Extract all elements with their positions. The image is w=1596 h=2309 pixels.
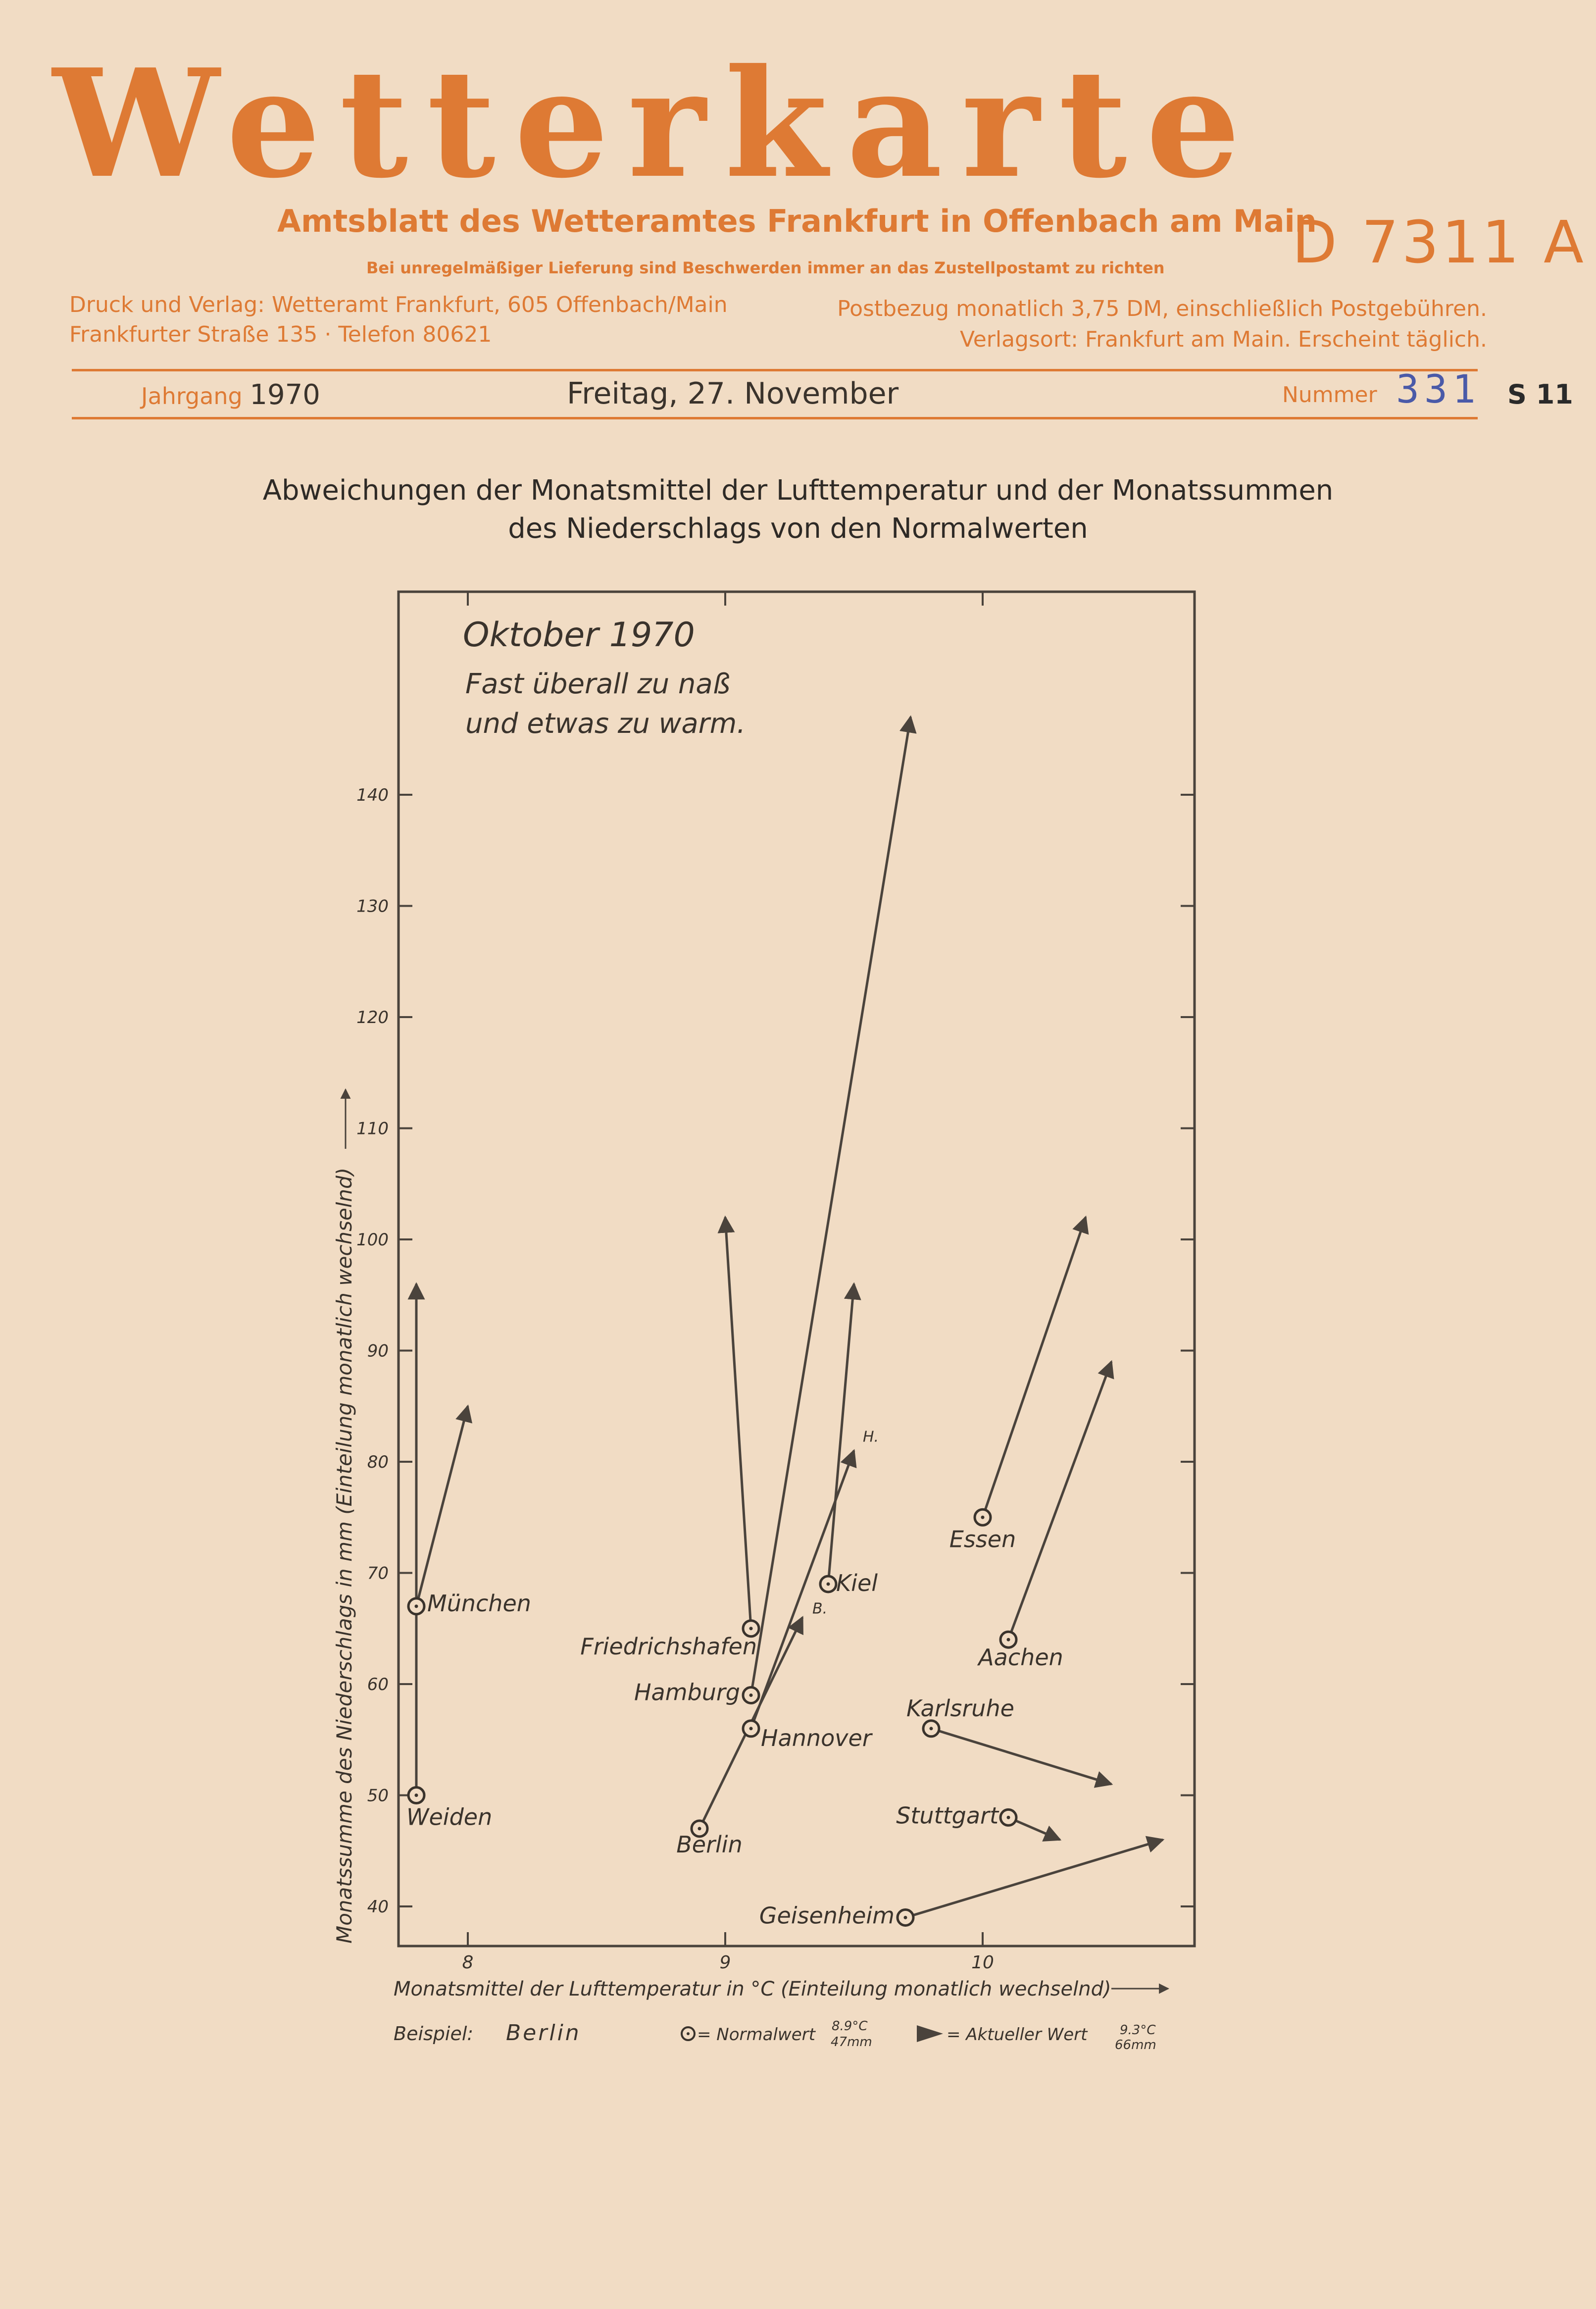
delivery-notice: Bei unregelmäßiger Lieferung sind Beschwerden immer an das Zustellpostamt zu richten: [366, 258, 1165, 277]
y-tick-label-120: 120: [356, 1008, 389, 1027]
arrow-münchen: [418, 1406, 468, 1599]
station-label-karlsruhe: Karlsruhe: [906, 1694, 1014, 1722]
legend-normal-temp: 8.9°C: [832, 2019, 868, 2034]
station-labels: [406, 1429, 1063, 1929]
legend-actual-precip: 66mm: [1115, 2038, 1156, 2052]
y-tick-label-40: 40: [367, 1897, 389, 1917]
volume-value: 1970: [249, 379, 320, 411]
berlin-actual-marker: B.: [812, 1600, 828, 1618]
axis-ticks: [356, 592, 1195, 1973]
station-label-essen: Essen: [949, 1526, 1016, 1553]
arrow-stuttgart: [1016, 1821, 1060, 1840]
legend-normal-precip: 47mm: [831, 2035, 872, 2050]
x-tick-label-8: 8: [462, 1952, 474, 1973]
annotation-line-2: und etwas zu warm.: [465, 708, 746, 740]
hannover-actual-marker: H.: [863, 1428, 879, 1446]
y-tick-label-130: 130: [356, 896, 389, 917]
x-tick-label-10: 10: [971, 1952, 994, 1973]
y-tick-label-140: 140: [356, 785, 389, 805]
legend: [394, 2019, 1156, 2052]
y-tick-label-60: 60: [367, 1675, 389, 1694]
y-tick-label-100: 100: [356, 1230, 389, 1250]
legend-example-station: Berlin: [506, 2020, 581, 2046]
station-label-stuttgart: Stuttgart: [896, 1802, 998, 1829]
x-axis-label: Monatsmittel der Lufttemperatur in °C (Einteilung monatlich wechselnd): [394, 1978, 1111, 2001]
station-label-geisenheim: Geisenheim: [759, 1902, 895, 1929]
station-label-hannover: Hannover: [761, 1724, 872, 1751]
station-label-aachen: Aachen: [978, 1644, 1063, 1671]
y-tick-label-50: 50: [367, 1786, 389, 1806]
annotation-title: Oktober 1970: [463, 616, 695, 655]
station-label-friedrichshafen: Friedrichshafen: [580, 1633, 757, 1660]
station-label-hamburg: Hamburg: [634, 1679, 740, 1706]
issue-number-value: 331: [1396, 367, 1481, 412]
y-tick-label-90: 90: [367, 1341, 389, 1361]
publisher-line-2: Frankfurter Straße 135 · Telefon 80621: [69, 322, 492, 347]
arrow-geisenheim: [913, 1840, 1163, 1915]
arrow-friedrichshafen: [725, 1217, 750, 1621]
station-label-berlin: Berlin: [676, 1831, 743, 1858]
arrow-essen: [985, 1217, 1086, 1510]
legend-actual-symbol: [917, 2025, 943, 2042]
newspaper-title: Wetterkarte: [52, 36, 1259, 211]
legend-normal-label: = Normalwert: [697, 2025, 815, 2045]
chart-heading-line-1: Abweichungen der Monatsmittel der Lufttemperatur und der Monatssummen: [262, 474, 1334, 507]
issue-number-label: Nummer: [1282, 382, 1377, 408]
issue-code: D 7311 A: [1292, 208, 1587, 276]
subscription-line-1: Postbezug monatlich 3,75 DM, einschließlich Postgebühren.: [837, 296, 1487, 321]
x-tick-label-9: 9: [719, 1952, 731, 1973]
station-label-weiden: Weiden: [406, 1803, 493, 1831]
y-tick-label-110: 110: [356, 1119, 389, 1139]
subscription-line-2: Verlagsort: Frankfurt am Main. Erscheint täglich.: [960, 327, 1487, 352]
arrow-aachen: [1011, 1362, 1111, 1632]
newspaper-subtitle: Amtsblatt des Wetteramtes Frankfurt in Offenbach am Main: [277, 203, 1317, 239]
arrow-karlsruhe: [939, 1731, 1111, 1785]
y-tick-label-80: 80: [367, 1452, 389, 1472]
page-number: S 11: [1507, 379, 1573, 410]
legend-actual-label: = Aktueller Wert: [947, 2025, 1088, 2045]
chart-heading-line-2: des Niederschlags von den Normalwerten: [508, 513, 1088, 545]
station-label-münchen: München: [427, 1590, 531, 1617]
y-axis-label: Monatssumme des Niederschlags in mm (Einteilung monatlich wechselnd): [332, 1167, 356, 1944]
publisher-line-1: Druck und Verlag: Wetteramt Frankfurt, 605 Offenbach/Main: [69, 292, 728, 317]
station-label-kiel: Kiel: [836, 1569, 878, 1596]
legend-example-label: Beispiel:: [394, 2023, 474, 2045]
volume-label: Jahrgang: [141, 383, 243, 410]
issue-date: Freitag, 27. November: [567, 376, 899, 411]
arrow-kiel: [829, 1284, 854, 1576]
legend-actual-temp: 9.3°C: [1120, 2023, 1156, 2038]
annotation-line-1: Fast überall zu naß: [465, 668, 730, 700]
y-tick-label-70: 70: [367, 1563, 389, 1584]
